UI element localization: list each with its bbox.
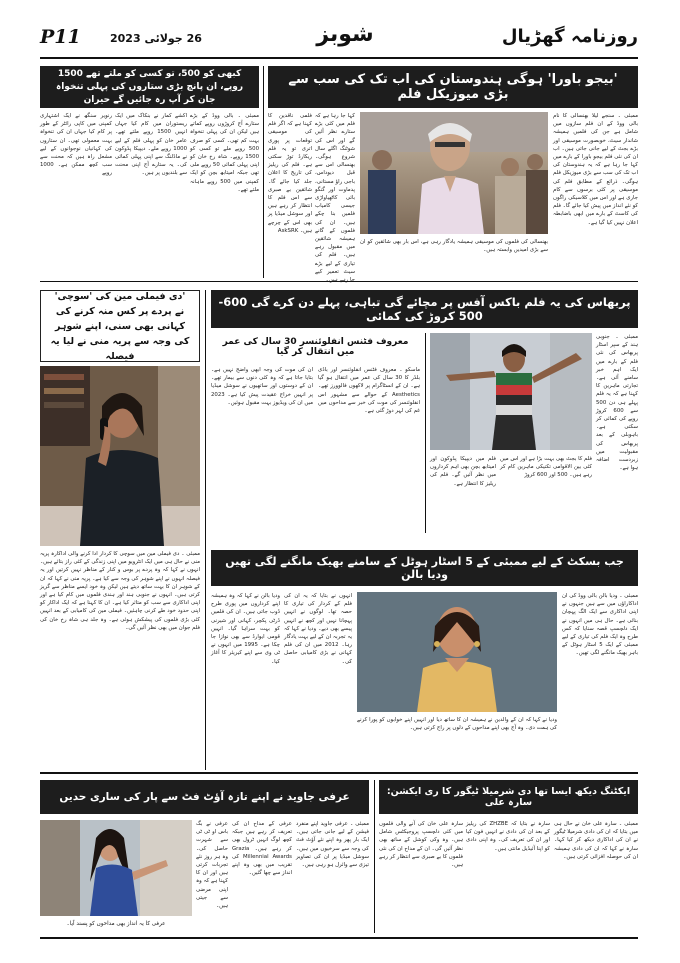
- story-sara-col-left: سارہ علی خان کی آنے والی فلموں میں کئی دلچسپ پروجیکٹس شامل ہیں۔ وہ وکی کوشل کے ساتھ بھی نظر آئیں گی۔ ان کے مداح ان کی نئی فلموں کا بے صبری سے انتظار کر رہے ہیں۔: [379, 821, 463, 869]
- story-urfi-col-right: ممبئی ۔ عرفی جاوید اپنے منفرد فیشن کے لیے جانی جاتی ہیں۔ ایک بار پھر وہ اپنے نئے آؤٹ فٹ کی وجہ سے سرخیوں میں ہیں۔ سوشل میڈیا پر ان کی تصاویر تیزی سے وائرل ہو رہی ہیں۔: [296, 821, 369, 869]
- headline-fitness-influencer: معروف فٹنس انفلوئنسر 30 سال کی عمر میں انتقال کر گیا: [211, 333, 420, 361]
- newspaper-name: روزنامہ گھڑیال: [501, 26, 638, 47]
- story-baiju-bawra-col-right: ممبئی ۔ سنجے لیلا بھنسالی کا نام بالی ووڈ کے ان فلم سازوں میں شامل ہے جن کی فلمیں ہمیشہ شاندار سیٹ، خوبصورت موسیقی اور بڑے بجٹ کے لیے جانی جاتی ہیں۔ اب ان کی نئی فلم بیجو باورا کے بارے میں کہا جا رہا ہے کہ یہ ہندوستان کی اب تک کی سب سے بڑی میوزیکل فلم ہوگی۔ ذرائع کے مطابق فلم کی موسیقی پر کئی برسوں سے کام جاری ہے اور اس میں کلاسیکی راگوں کو نئے انداز میں پیش کیا جائے گا۔ فلم کی کاسٹ کے بارے میں ابھی باضابطہ اعلان نہیں کیا گیا ہے۔: [553, 113, 638, 226]
- story-first-salary-col-left: رنویر سنگھ نے ایک اشتہاری کمپنی میں کاپی رائٹر کے طور پر کام کیا جہاں ان کی تنخواہ بہت معمولی تھی۔ ان ستاروں کی کہانیاں نوجوانوں کے لیے مشعل راہ ہیں کہ محنت سے سب کچھ ممکن ہے۔ 1000 روپے: [40, 113, 112, 177]
- headline-prabhas: پربھاس کی یہ فلم باکس آفس پر مچائے گی تباہی، پہلے دن کرے گی 600-500 کروڑ کی کمائی: [211, 290, 638, 328]
- story-prabhas-col-right: ممبئی ۔ جنوبی ہند کے سپر اسٹار پربھاس کی نئی فلم کے بارے میں ایک اہم خبر سامنے آئی ہے۔ تجارتی ماہرین کا کہنا ہے کہ یہ فلم پہلے ہی دن 500 سے 600 کروڑ روپے کی کمائی کر سکتی ہے۔ باہوبلی کے بعد پربھاس کی مقبولیت میں زبردست اضافہ ہوا ہے۔: [596, 334, 638, 472]
- headline-sara-ali: ایکٹنگ دیکھ ایسا تھا دی شرمیلا ٹیگور کا ری ایکشن: سارہ علی: [379, 780, 638, 814]
- story-vidya-col-left: ودیا بالن نے کہا کہ وہ ہمیشہ اپنے کرداروں میں پوری طرح ڈوب جاتی ہیں۔ ان کی فلمیں ڈرٹی پکچر، کہانی اور شیرنی کو بہت سراہا گیا۔ انہیں قومی ایوارڈ سے بھی نوازا جا چکا ہے۔ 1995 میں انہوں نے ٹی وی سے اپنے کیریئر کا آغاز کیا۔: [211, 593, 280, 665]
- column-rule: [263, 66, 264, 278]
- photo-urfi-javed: [40, 820, 192, 916]
- story-urfi-col-left: عرفی نے بگ باس او ٹی ٹی سے شہرت حاصل کی۔ وہ ہر روز نئے تجربات کرتی ہیں اور ان کا کہنا ہے کہ وہ اپنی مرضی سے جیتی ہیں۔: [196, 821, 228, 910]
- story-sara-col-mid: سارہ نے بتایا کہ ZHZBE کی ریلیز کے بعد ان کی دادی نے انہیں فون کیا اور ان کی تعریف کی۔ وہ اپنی دادی کو اپنا آئیڈیل مانتی ہیں۔: [466, 821, 550, 852]
- footer-rule: [40, 937, 638, 939]
- photo-urfi-caption: عرفی کا یہ انداز بھی مداحوں کو پسند آیا۔: [66, 921, 166, 927]
- column-rule: [425, 333, 426, 533]
- issue-date: 26 جولائی 2023: [110, 32, 202, 45]
- photo-vidya-balan: [357, 592, 557, 712]
- story-vidya-col-right: ممبئی ۔ ودیا بالن بالی ووڈ کی ان اداکاراؤں میں سے ہیں جنہوں نے اپنی اداکاری سے ایک الگ پہچان بنائی ہے۔ حال ہی میں انہوں نے ایک دلچسپ قصہ سنایا کہ کس طرح وہ ایک فلم کی تیاری کے لیے ممبئی کے ایک 5 اسٹار ہوٹل کے باہر بھیک مانگنے لگی تھیں۔: [562, 593, 638, 657]
- story-fitness-col-left: ان کی موت کی وجہ ابھی واضح نہیں ہے۔ بتایا جاتا ہے کہ وہ کئی دنوں سے بیمار تھے۔ ان کے دوستوں اور ساتھیوں نے سوشل میڈیا پر انہیں خراج عقیدت پیش کیا ہے۔ 2023 میں ان کی ویڈیوز بہت مقبول ہوئیں۔: [211, 367, 313, 406]
- story-urfi-col-mid: عرفی کے مداح ان کی تعریف کر رہے ہیں جبکہ کچھ لوگ انہیں ٹرول بھی کر رہے ہیں۔ Grazia Millennial Awards کی تقریب میں بھی وہ اپنے انداز سے چھا گئیں۔: [232, 821, 292, 877]
- headline-baiju-bawra: 'بیجو باورا' ہوگی ہندوستان کی اب تک کی سب سے بڑی میوزیکل فلم: [268, 66, 638, 108]
- story-vidya-col-bottom: ودیا نے کہا کہ ان کے والدین نے ہمیشہ ان کا ساتھ دیا اور انہیں اپنے خوابوں کو پورا کرنے کی ہمت دی۔ وہ آج بھی اپنے مداحوں کے دلوں پر راج کرتی ہیں۔: [357, 717, 557, 732]
- photo-prabhas: [430, 333, 592, 450]
- story-sara-col-right: ممبئی ۔ سارہ علی خان نے حال ہی میں بتایا کہ ان کی دادی شرمیلا ٹیگور نے ان کی اداکاری دیکھ کر کیا کہا۔ سارہ نے کہا کہ ان کی دادی ہمیشہ ان کی حوصلہ افزائی کرتی ہیں۔: [554, 821, 638, 860]
- page-number: P11: [40, 26, 81, 48]
- story-fitness-col-right: ماسکو ۔ معروف فٹنس انفلوئنسر اور باڈی بلڈر کا 30 سال کی عمر میں انتقال ہو گیا ہے۔ ان کے انسٹاگرام پر لاکھوں فالوورز تھے۔ Aesthetics کے حوالے سے مشہور اس انفلوئنسر کی موت کی خبر سے مداحوں میں غم کی لہر دوڑ گئی ہے۔: [318, 367, 420, 415]
- story-priyamani-body: ممبئی ۔ دی فیملی مین میں سوچی کا کردار ادا کرنے والی اداکارہ پریہ منی نے حال ہی میں ایک انٹرویو میں اپنی زندگی کے کئی راز بتائے ہیں۔ انہوں نے کہا کہ وہ پردے پر بوس و کنار کے مناظر نہیں کرتیں اور یہ فیصلہ انہوں نے اپنے شوہر کی وجہ سے کیا ہے۔ پریہ منی نے کہا کہ ان کے شوہر ان کا بہت ساتھ دیتے ہیں لیکن وہ خود ایسے مناظر سے گریز کرتی ہیں۔ انہوں نے جنوبی ہند اور ہندی فلموں میں کام کیا ہے اور اپنی اداکاری سے سب کو متاثر کیا ہے۔ ان کا کہنا ہے کہ ایک اداکار کو اپنی حدود خود طے کرنی چاہئیں۔ فیملی مین کی کامیابی کے بعد انہیں کئی بڑی فلموں کی پیشکش ہوئی ہے۔ وہ جلد ہی شاہ رخ خان کی فلم جوان میں بھی نظر آئیں گی۔: [40, 551, 200, 631]
- masthead: [40, 22, 638, 56]
- story-prabhas-col-bottom-mid: فلم میں دیپیکا پڈوکون اور امیتابھ بچن بھی اہم کرداروں میں نظر آئیں گے۔ فلم کی ریلیز کا انتظار ہے۔: [430, 456, 496, 487]
- photo-bhansali: [360, 112, 548, 234]
- column-rule: [374, 780, 375, 933]
- story-baiju-bawra-caption: بھنسالی کی فلموں کی موسیقی ہمیشہ یادگار رہی ہے، اس بار بھی شائقین کو ان سے بڑی امیدیں وابستہ ہیں۔: [360, 239, 548, 254]
- headline-first-salary: کبھی کو 500، تو کسی کو ملتے تھے 1500 روپے، ان پانچ بڑی ستاروں کی پہلی تنخواہ جان کر آپ رہ جائیں گے حیران: [40, 66, 259, 108]
- story-baiju-bawra-col-mid: کہا جا رہا ہے کہ فلم میں کئی بڑے ستارے نظر آئیں گے اور اس کی شوٹنگ اگلے سال شروع ہوگی۔ بھنسالی اس سے قبل دیوداس، باجی راؤ مستانی، پدماوت اور گنگو بائی کاٹھیاواڑی جیسی کامیاب فلمیں بنا چکے ہیں۔ ان کی فلموں کے گانے ہمیشہ شائقین میں مقبول رہے ہیں۔ فلم کی تیاری کے لیے بڑے سیٹ تعمیر کیے: [315, 113, 355, 275]
- story-first-salary-col-mid: اکشے کمار نے بنکاک میں ایک ریستوران میں کام کیا جہاں انہیں 1500 روپے ملتے تھے۔ عامر خان کو پہلی فلم کے لیے 1000 روپے ملے۔ دیپیکا پڈوکون نے ماڈلنگ سے اپنی پہلی کمائی کی۔ یہ ستارے آج اپنی محنت سے بلندیوں پر ہیں۔: [115, 113, 187, 177]
- column-rule: [205, 290, 206, 770]
- story-vidya-col-mid: انہوں نے بتایا کہ یہ ان کی فلم کے کردار کی تیاری کا حصہ تھا۔ لوگوں نے انہیں پہچانا نہیں اور کچھ نے انہیں پیسے بھی دیے۔ ودیا نے کہا کہ یہ تجربہ ان کے لیے بہت یادگار رہا۔ 2012 میں ان کی فلم کہانی نے بڑی کامیابی حاصل کی۔: [284, 593, 353, 665]
- photo-priyamani: [40, 366, 200, 546]
- headline-urfi-javed: عرفی جاوید نے اپنے تازہ آؤٹ فٹ سے پار کی ساری حدیں: [40, 780, 369, 814]
- row-rule: [40, 281, 638, 282]
- masthead-rule: [40, 57, 638, 59]
- headline-priyamani: 'دی فیملی مین کی 'سوچی' نے پردے پر کس منہ کرنے کی کہانی بھی سنی، اپنے شوہر کی وجہ سے پریہ منی نے لیا یہ فیصلہ: [40, 290, 200, 362]
- section-title: شوبز: [316, 22, 374, 47]
- story-prabhas-col-bottom-right: فلم کا بجٹ بھی بہت بڑا ہے اور اس میں کئی بین الاقوامی تکنیکی ماہرین کام کر رہے ہیں۔ 500 اور 600 کروڑ: [500, 456, 592, 479]
- headline-vidya-balan: جب بسکٹ کے لیے ممبئی کے 5 اسٹار ہوٹل کے سامنے بھیک مانگنے لگی تھیں ودیا بالن: [211, 550, 638, 586]
- row-rule: [40, 772, 638, 774]
- story-baiju-bawra-col-left: فلمی ناقدین کا کہنا ہے کہ اگر فلم کی موسیقی توقعات پر پوری اتری تو یہ فلم ریکارڈ توڑ سکتی ہے۔ فلم کی ریلیز کی تاریخ کا اعلان جلد کیا جائے گا۔ شائقین بے صبری سے اس فلم کا انتظار کر رہے ہیں اور سوشل میڈیا پر بھی اس کے چرچے ہیں۔ AskSRK: [268, 113, 312, 234]
- story-first-salary-col-right: ممبئی ۔ بالی ووڈ کے بڑے ستارے آج کروڑوں روپے کماتے ہیں لیکن ان کی پہلی تنخواہ بہت کم تھی۔ کسی کو صرف 500 روپے ملے تو کسی کو 1500 روپے۔ شاہ رخ خان کو اپنی پہلی کمائی 50 روپے ملی تھی جبکہ امیتابھ بچن کو ایک کمپنی میں 500 روپے ماہانہ ملتے تھے۔: [190, 113, 259, 193]
